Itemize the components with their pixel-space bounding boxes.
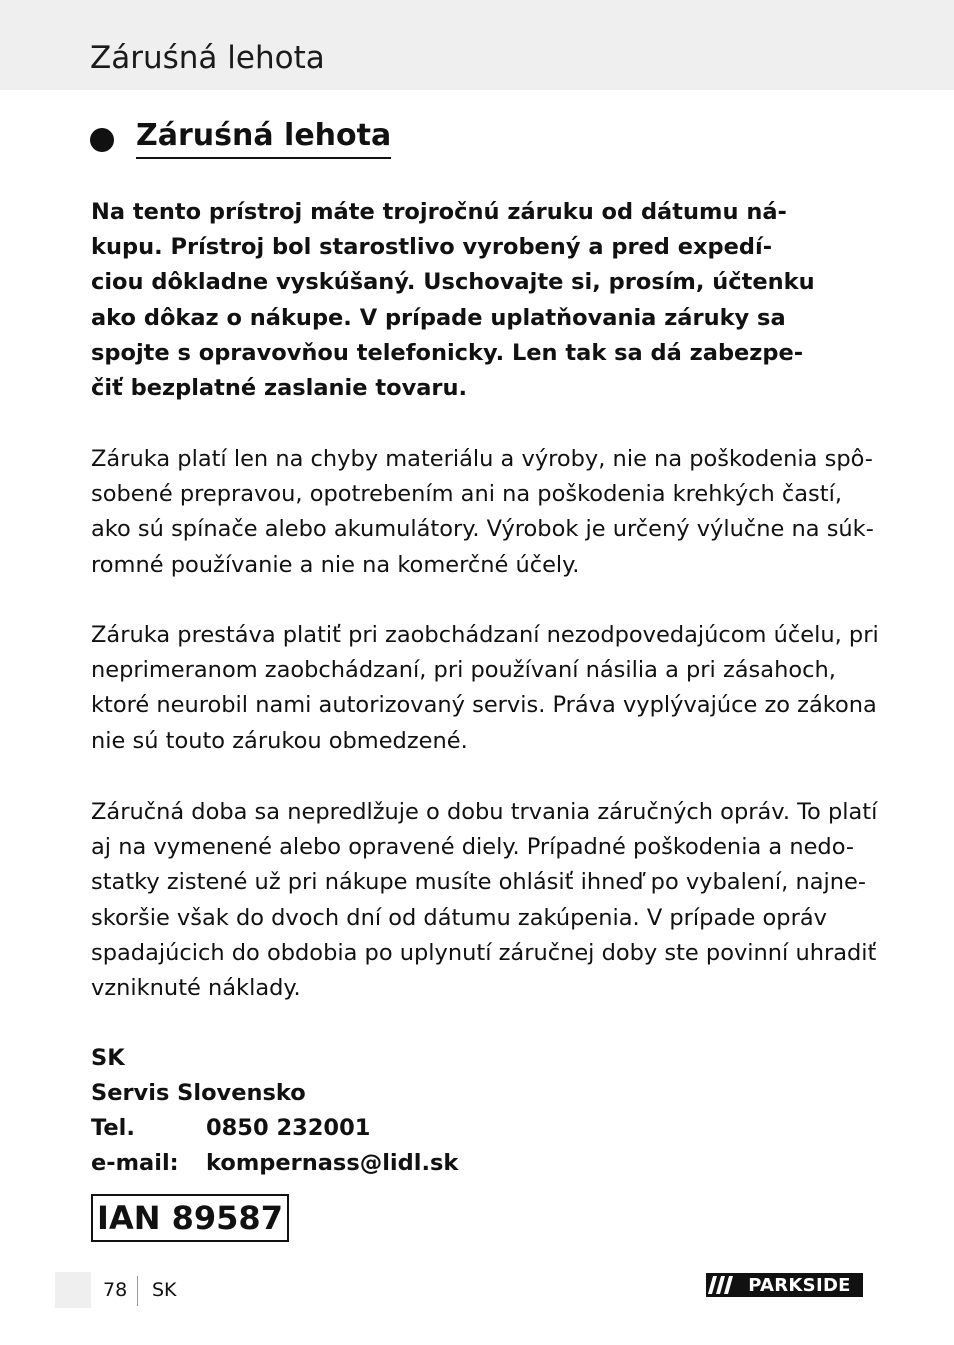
text-line: vzniknuté náklady. bbox=[91, 974, 301, 1001]
contact-country: SK bbox=[91, 1045, 125, 1071]
section-heading bbox=[90, 118, 391, 159]
text-line: ciou dôkladne vyskúšaný. Uschovajte si, prosím, účtenku bbox=[91, 269, 815, 296]
warranty-period-paragraph bbox=[91, 795, 877, 1006]
text-line: Na tento prístroj máte trojročnú záruku od dátumu ná- bbox=[91, 199, 787, 225]
header-title: Záruśná lehota bbox=[90, 40, 325, 76]
text-line: romné používanie a nie na komerčné účely. bbox=[91, 551, 580, 578]
ian-box: IAN 89587 bbox=[91, 1194, 289, 1242]
text-line: sobené prepravou, opotrebením ani na poškodenia krehkých častí, bbox=[91, 481, 842, 508]
footer-square bbox=[55, 1272, 91, 1308]
text-line: skoršie však do dvoch dní od dátumu zakúpenia. V prípade opráv bbox=[91, 904, 827, 931]
email-value: kompernass@lidl.sk bbox=[206, 1150, 459, 1176]
text-line: Záruka prestáva platiť pri zaobchádzaní nezodpovedajúcom účelu, pri bbox=[91, 622, 879, 648]
email-label: e-mail: bbox=[91, 1150, 179, 1176]
text-line: Záručná doba sa nepredlžuje o dobu trvania záručných opráv. To platí bbox=[91, 799, 878, 825]
warranty-void-paragraph bbox=[91, 618, 879, 759]
contact-phone-row bbox=[91, 1111, 458, 1146]
intro-bold-paragraph bbox=[91, 195, 815, 406]
text-line: ako sú spínače alebo akumulátory. Výrobok je určený výlučne na súk- bbox=[91, 516, 874, 543]
brand-name: PARKSIDE bbox=[748, 1274, 851, 1296]
footer-divider bbox=[137, 1276, 138, 1306]
phone-label: Tel. bbox=[91, 1115, 135, 1141]
text-line: spadajúcich do obdobia po uplynutí záručnej doby ste povinní uhradiť bbox=[91, 939, 877, 966]
section-heading-text: Záruśná lehota bbox=[136, 118, 391, 159]
text-line: Záruka platí len na chyby materiálu a výroby, nie na poškodenia spô- bbox=[91, 446, 873, 472]
brand-logo bbox=[706, 1273, 863, 1297]
text-line: spojte s opravovňou telefonicky. Len tak sa dá zabezpe- bbox=[91, 339, 804, 366]
contact-email-row bbox=[91, 1146, 458, 1181]
bullet-icon bbox=[90, 128, 114, 152]
warranty-scope-paragraph bbox=[91, 442, 874, 583]
header-band bbox=[0, 0, 954, 90]
contact-service-name: Servis Slovensko bbox=[91, 1080, 306, 1106]
stripes-icon bbox=[706, 1273, 736, 1297]
text-line: ako dôkaz o nákupe. V prípade uplatňovania záruky sa bbox=[91, 304, 786, 331]
text-line: kupu. Prístroj bol starostlivo vyrobený a pred expedí- bbox=[91, 234, 773, 261]
text-line: aj na vymenené alebo opravené diely. Prípadné poškodenia a nedo- bbox=[91, 834, 855, 861]
text-line: ktoré neurobil nami autorizovaný servis. Práva vyplývajúce zo zákona bbox=[91, 692, 877, 719]
text-line: nie sú touto zárukou obmedzené. bbox=[91, 727, 468, 754]
text-line: neprimeranom zaobchádzaní, pri používaní násilia a pri zásahoch, bbox=[91, 657, 836, 684]
page-number: 78 bbox=[103, 1279, 128, 1301]
text-line: čiť bezplatné zaslanie tovaru. bbox=[91, 374, 468, 401]
text-line: statky zistené už pri nákupe musíte ohlásiť ihneď po vybalení, najne- bbox=[91, 869, 866, 896]
phone-value: 0850 232001 bbox=[206, 1115, 371, 1141]
service-contact bbox=[91, 1041, 458, 1181]
language-code: SK bbox=[152, 1279, 177, 1301]
